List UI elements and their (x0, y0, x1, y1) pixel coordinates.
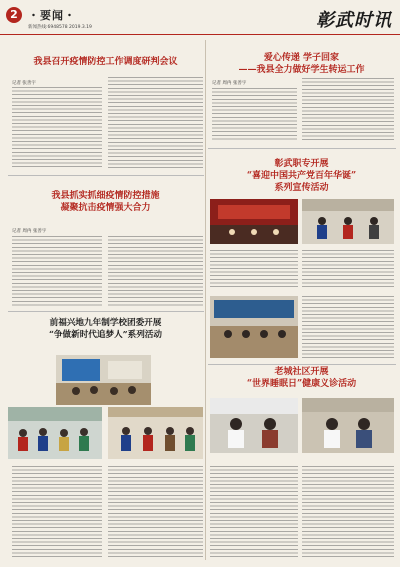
column-separator (205, 40, 206, 560)
activity-photo (210, 296, 298, 358)
photo-icon (210, 199, 298, 244)
article-2-body-col-1 (12, 236, 102, 307)
article-4-headline (208, 52, 395, 76)
clinic-photo-1 (210, 398, 298, 453)
article-3-body-col-2 (108, 466, 203, 558)
article-6-headline (208, 366, 395, 390)
photo-icon (210, 296, 298, 358)
article-4-body-col-2 (302, 78, 394, 142)
article-2-headline-line-1: 我县抓实抓细疫情防控措施 (51, 191, 160, 201)
article-2-headline (8, 190, 203, 214)
article-1-headline: 我县召开疫情防控工作调度研判会议 (33, 57, 178, 67)
divider (208, 364, 396, 365)
article-5-headline (208, 158, 395, 194)
article-2-body-col-2 (108, 236, 203, 307)
students-photo (302, 199, 394, 244)
article-5-body-col-3 (302, 296, 394, 358)
divider (8, 311, 204, 312)
photo-icon (8, 407, 102, 459)
divider (208, 148, 396, 149)
header-meta: 新闻热线:6948578 2019.3.19 (28, 25, 92, 30)
masthead: 彰武时讯 (316, 10, 392, 31)
group-photo-1 (8, 407, 102, 459)
photo-icon (56, 355, 151, 405)
article-3-headline-line-2: “争做新时代追梦人”系列活动 (48, 329, 162, 340)
article-4-byline: 记者 周冉 张善宇 (212, 81, 247, 86)
article-1-body-col-1 (12, 87, 102, 169)
article-6-body-col-1 (210, 466, 298, 558)
article-2-headline-line-2: 凝聚抗击疫情强大合力 (60, 203, 151, 213)
article-5-headline-line-3: 系列宣传活动 (274, 183, 329, 193)
photo-icon (108, 407, 203, 459)
article-6-headline-line-2: “世界睡眠日”健康义诊活动 (246, 379, 357, 389)
page-header (0, 0, 400, 40)
article-5-headline-line-1: 彰武职专开展 (274, 159, 329, 169)
photo-icon (210, 398, 298, 453)
article-5-headline-line-2: “喜迎中国共产党百年华诞” (246, 171, 357, 181)
header-rule (0, 34, 400, 35)
clinic-photo-2 (302, 398, 394, 453)
article-2-byline: 记者 周冉 张善宇 (12, 229, 47, 234)
article-6-headline-line-1: 老城社区开展 (274, 367, 329, 377)
article-1-byline: 记者 张善宇 (12, 81, 36, 86)
article-5-body-col-1 (210, 250, 298, 288)
photo-icon (302, 199, 394, 244)
group-photo-2 (108, 407, 203, 459)
article-3-body-col-1 (12, 466, 102, 558)
article-3-headline (8, 318, 203, 341)
article-4-body-col-1 (212, 88, 297, 142)
article-1-body-col-2 (108, 77, 203, 169)
classroom-photo (56, 355, 151, 405)
article-6-body-col-2 (302, 466, 394, 558)
article-5-body-col-2 (302, 250, 394, 288)
article-4-headline-line-1: 爱心传递 学子回家 (263, 53, 340, 63)
divider (8, 175, 204, 176)
stage-photo (210, 199, 298, 244)
page-number: 2 (6, 7, 22, 23)
photo-icon (302, 398, 394, 453)
article-3-headline-line-1: 前福兴地九年制学校团委开展 (49, 318, 162, 328)
section-name: ・要闻・ (28, 9, 76, 22)
article-4-headline-line-2: ——我县全力做好学生转运工作 (238, 65, 365, 75)
